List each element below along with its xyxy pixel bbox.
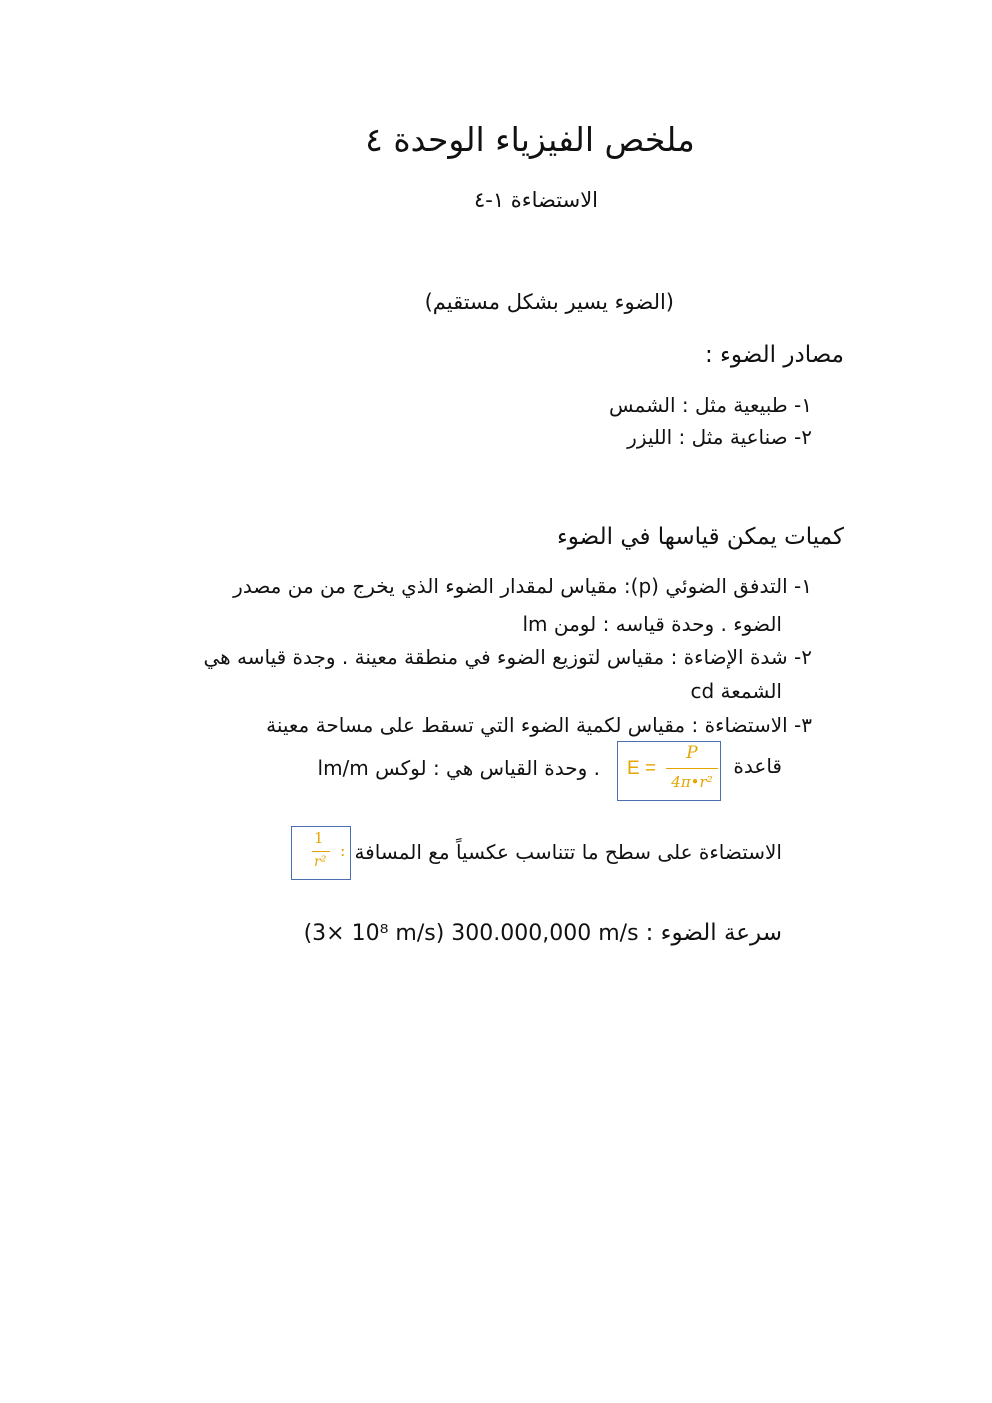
light-sources-heading: مصادر الضوء : [704, 342, 844, 368]
formula-numerator: P [686, 743, 698, 763]
measurable-quantities-heading: كميات يمكن قياسها في الضوء [556, 524, 844, 550]
inverse-proportion-text: الاستضاءة على سطح ما تتناسب عكسياً مع المسافة [354, 840, 782, 864]
inverse-square-box [291, 826, 351, 880]
page-subtitle: الاستضاءة ١-٤ [473, 188, 599, 212]
inverse-fraction-bar [312, 851, 330, 852]
formula-lhs: E = [627, 758, 657, 779]
formula-denominator: 4π•r² [671, 773, 713, 791]
illuminance-unit-text: . وحدة القياس هي : لوكس lm/m [317, 756, 600, 780]
page-title: ملخص الفيزياء الوحدة ٤ [365, 120, 695, 159]
illuminance-formula-box [617, 741, 721, 801]
list-item-artificial-source: ٢- صناعية مثل : الليزر [627, 425, 812, 449]
speed-of-light-line [304, 920, 782, 946]
illuminance-line-1: ٣- الاستضاءة : مقياس لكمية الضوء التي تسقط على مساحة معينة [266, 713, 812, 737]
straight-line-note: (الضوء يسير بشكل مستقيم) [424, 290, 674, 314]
inverse-numerator: 1 [314, 829, 324, 847]
speed-of-light-value: 300.000,000 m/s [451, 921, 639, 946]
speed-of-light-label: سرعة الضوء : [645, 920, 782, 946]
inverse-denominator: r² [314, 854, 327, 870]
luminous-intensity-line-1: ٢- شدة الإضاءة : مقياس لتوزيع الضوء في منطقة معينة . وجدة قياسه هي [203, 645, 812, 669]
illuminance-rule-label: قاعدة [733, 754, 782, 778]
inverse-colon: : [340, 841, 346, 860]
luminous-flux-line-2: الضوء . وحدة قياسه : لومن lm [522, 612, 782, 636]
luminous-flux-line-1: ١- التدفق الضوئي (p): مقياس لمقدار الضوء الذي يخرج من من مصدر [233, 574, 812, 598]
list-item-natural-source: ١- طبيعية مثل : الشمس [609, 393, 812, 417]
formula-fraction-bar [666, 768, 718, 769]
luminous-intensity-line-2: الشمعة cd [690, 679, 782, 703]
speed-of-light-scientific: (3× 10⁸ m/s) [303, 921, 445, 946]
